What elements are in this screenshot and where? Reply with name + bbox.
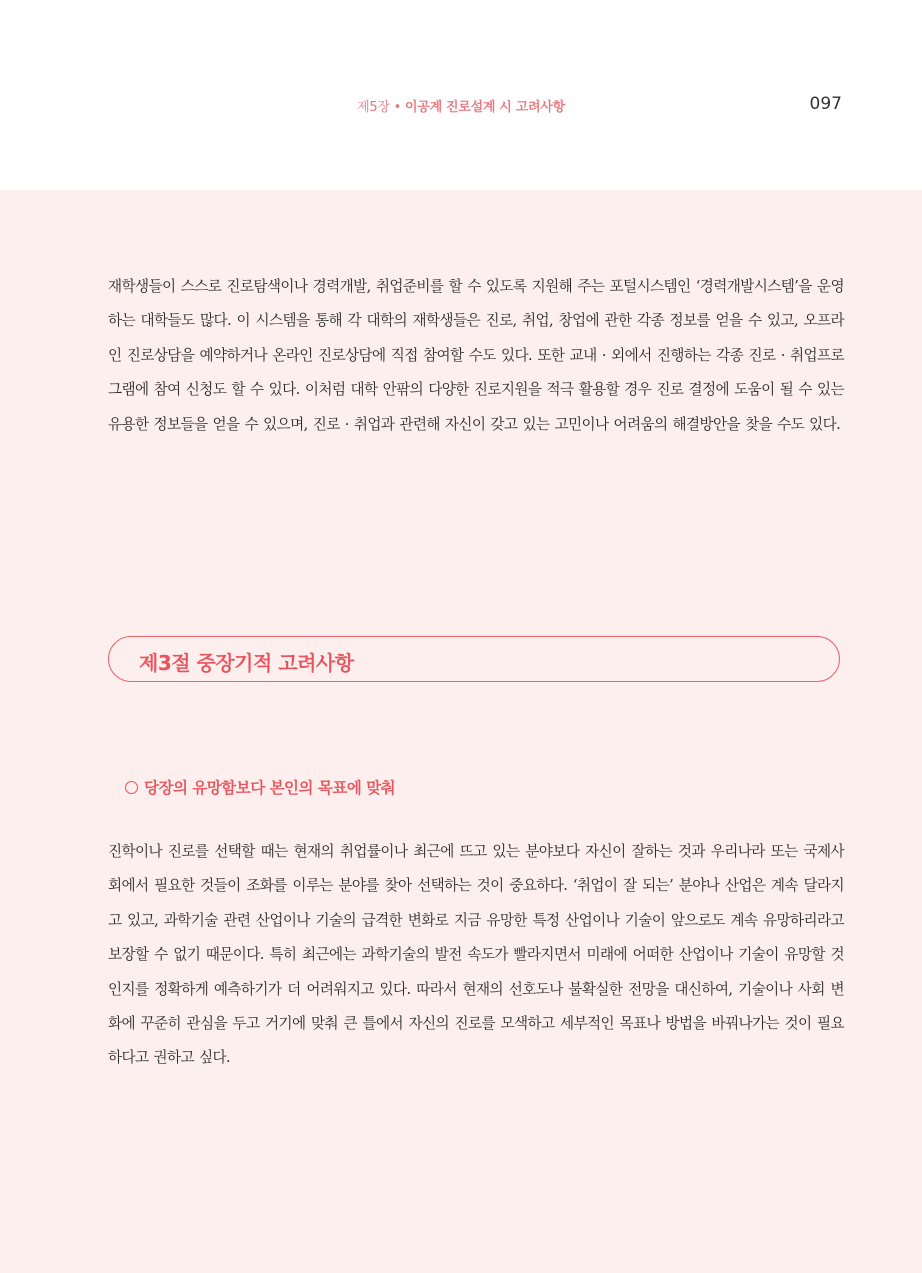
circle-icon xyxy=(125,781,138,794)
page-header xyxy=(0,0,922,190)
body-paragraph-1: 재학생들이 스스로 진로탐색이나 경력개발, 취업준비를 할 수 있도록 지원해 주는 포털시스템인 ‘경력개발시스템’을 운영하는 대학들도 많다. 이 시스템을 통해 각 대학의 재학생들은 진로, 취업, 창업에 관한 각종 정보를 얻을 수 있고, 오프라인 진로상담을 예약하거나 온라인 진로상담에 직접 참여할 수도 있다. 또한 교내 · 외에서 진행하는 각종 진로 · 취업프로그램에 참여 신청도 할 수 있다. 이처럼 대학 안팎의 다양한 진로지원을 적극 활용할 경우 진로 결정에 도움이 될 수 있는 유용한 정보들을 얻을 수 있으며, 진로 · 취업과 관련해 자신이 갖고 있는 고민이나 어려움의 해결방안을 찾을 수도 있다. xyxy=(108,278,844,433)
section-title: 제3절 중장기적 고려사항 xyxy=(139,651,354,675)
running-head-separator: • xyxy=(393,100,402,115)
subsection-title: 당장의 유망함보다 본인의 목표에 맞춰 xyxy=(144,779,396,797)
body-paragraph-2: 진학이나 진로를 선택할 때는 현재의 취업률이나 최근에 뜨고 있는 분야보다 자신이 잘하는 것과 우리나라 또는 국제사회에서 필요한 것들이 조화를 이루는 분야를 찾아 선택하는 것이 중요하다. ‘취업이 잘 되는’ 분야나 산업은 계속 달라지고 있고, 과학기술 관련 산업이나 기술의 급격한 변화로 지금 유망한 특정 산업이나 기술이 앞으로도 계속 유망하리라고 보장할 수 없기 때문이다. 특히 최근에는 과학기술의 발전 속도가 빨라지면서 미래에 어떠한 산업이나 기술이 유망할 것인지를 정확하게 예측하기가 더 어려워지고 있다. 따라서 현재의 선호도나 불확실한 전망을 대신하여, 기술이나 사회 변화에 꾸준히 관심을 두고 거기에 맞춰 큰 틀에서 자신의 진로를 모색하고 세부적인 목표나 방법을 바꿔나가는 것이 필요하다고 권하고 싶다. xyxy=(108,843,844,1067)
running-head xyxy=(0,96,922,115)
chapter-label: 제5장 xyxy=(357,100,390,115)
chapter-title: 이공계 진로설계 시 고려사항 xyxy=(405,100,565,115)
page-number: 097 xyxy=(809,94,842,114)
subsection-heading xyxy=(125,776,395,798)
section-heading-box xyxy=(108,636,840,682)
